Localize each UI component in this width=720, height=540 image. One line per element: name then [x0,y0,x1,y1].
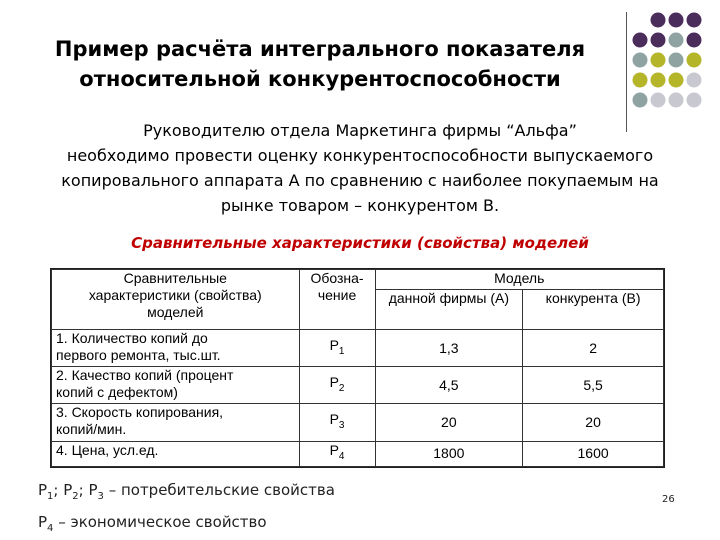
slide-title [20,34,620,94]
row-symbol: $P_4$ [299,441,375,466]
decorative-dot [651,93,666,108]
decorative-dot [651,73,666,88]
decorative-dot [687,93,702,108]
page-number: 26 [662,494,675,505]
legend-consumer-properties: $P_1$; $P_2$; $P_3$ – потребительские свойства [38,481,335,502]
table-row [52,404,664,441]
decorative-dot [633,53,648,68]
title-line-2: относительной конкурентоспособности [79,67,561,91]
decorative-dot [633,73,648,88]
table-row [52,441,664,466]
row-value-a: 1800 [375,441,523,466]
decorative-dot [651,13,666,28]
row-label: 4. Цена, усл.ед. [52,441,300,466]
row-label: 3. Скорость копирования, копий/мин. [52,404,300,441]
decorative-dot [669,53,684,68]
intro-line-1: Руководителю отдела Маркетинга фирмы “Альфа” [143,121,577,140]
intro-line-3: копировального аппарата А по сравнению с наиболее покупаемым на [61,171,659,190]
row-symbol: $P_2$ [299,367,375,404]
intro-line-4: рынке товаром – конкурентом В. [220,196,500,215]
decorative-dot [669,73,684,88]
row-label: 2. Качество копий (процент копий с дефектом) [52,367,300,404]
decorative-dot [651,53,666,68]
decorative-dot [687,33,702,48]
vertical-divider [626,12,627,132]
intro-line-2: необходимо провести оценку конкурентоспособности выпускаемого [66,146,654,165]
header-competitor-b: конкурента (В) [523,290,664,330]
row-value-b: 2 [523,330,664,367]
title-line-1: Пример расчёта интегрального показателя [54,37,586,61]
row-value-a: 1,3 [375,330,523,367]
header-firm-a: данной фирмы (А) [375,290,523,330]
intro-text [20,118,700,218]
decorative-dot [687,73,702,88]
legend-economic-property: $P_4$ – экономическое свойство [38,513,267,534]
row-value-b: 1600 [523,441,664,466]
row-value-a: 20 [375,404,523,441]
decorative-dot [633,93,648,108]
comparison-table [51,269,664,467]
row-symbol: $P_3$ [299,404,375,441]
row-symbol: $P_1$ [299,330,375,367]
decorative-dot [687,13,702,28]
row-value-b: 5,5 [523,367,664,404]
table-title: Сравнительные характеристики (свойства) моделей [131,234,589,252]
decorative-dot [669,93,684,108]
decorative-dot [651,33,666,48]
header-characteristics: Сравнительные характеристики (свойства) моделей [52,270,300,330]
row-label: 1. Количество копий до первого ремонта, тыс.шт. [52,330,300,367]
comparison-table-frame [50,268,665,468]
decorative-dot [669,13,684,28]
header-symbol: Обозна- чение [299,270,375,330]
decorative-dot [669,33,684,48]
header-model: Модель [375,270,664,290]
decorative-dot [687,53,702,68]
row-value-a: 4,5 [375,367,523,404]
table-row [52,330,664,367]
decorative-dot [633,33,648,48]
table-row [52,367,664,404]
row-value-b: 20 [523,404,664,441]
